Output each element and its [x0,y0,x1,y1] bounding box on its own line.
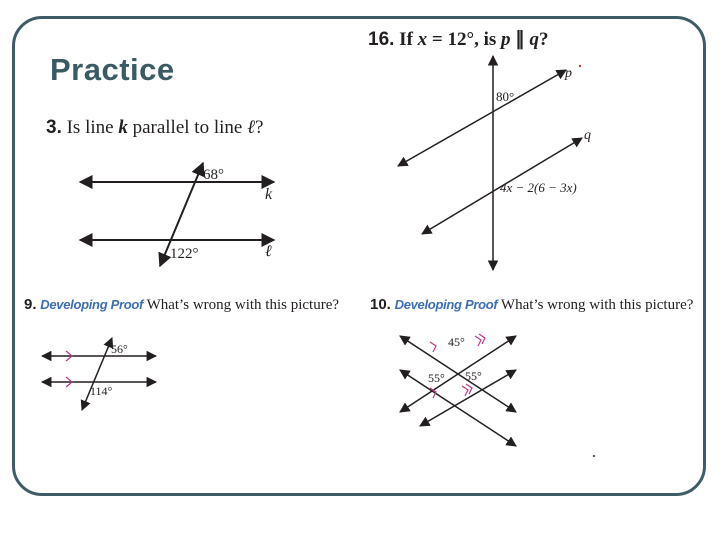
angle-label: 45° [448,335,465,349]
question-text: Is line k parallel to line ℓ? [66,117,264,138]
line-label-p: p [565,66,572,81]
line-label-k: k [265,186,273,203]
parallel-mark [462,384,472,396]
question-text: What’s wrong with this picture? [146,297,340,313]
stray-dot [593,455,595,457]
question-text: What’s wrong with this picture? [500,297,694,313]
question-number: 10. [370,296,391,313]
developing-proof-label: Developing Proof [394,297,498,312]
question-number: 16. [368,29,395,50]
question-number: 9. [24,296,37,313]
angle-label: 114° [90,384,113,398]
angle-label: 56° [111,342,128,356]
line-2 [400,370,516,446]
question-number: 3. [46,117,62,138]
line-label-q: q [584,128,591,143]
line-label-l: ℓ [265,243,272,260]
angle-expression: 4x − 2(6 − 3x) [500,180,577,195]
slide-title: Practice [50,52,175,87]
angle-label: 80° [496,89,515,104]
parallel-mark [430,342,436,352]
angle-label: 122° [170,246,199,262]
developing-proof-label: Developing Proof [40,297,144,312]
angle-label: 68° [203,167,224,183]
parallel-mark [475,334,485,346]
question-text: If x = 12°, is p ∥ q? [399,29,549,50]
angle-label: 55° [465,369,482,383]
angle-label: 55° [428,371,445,385]
